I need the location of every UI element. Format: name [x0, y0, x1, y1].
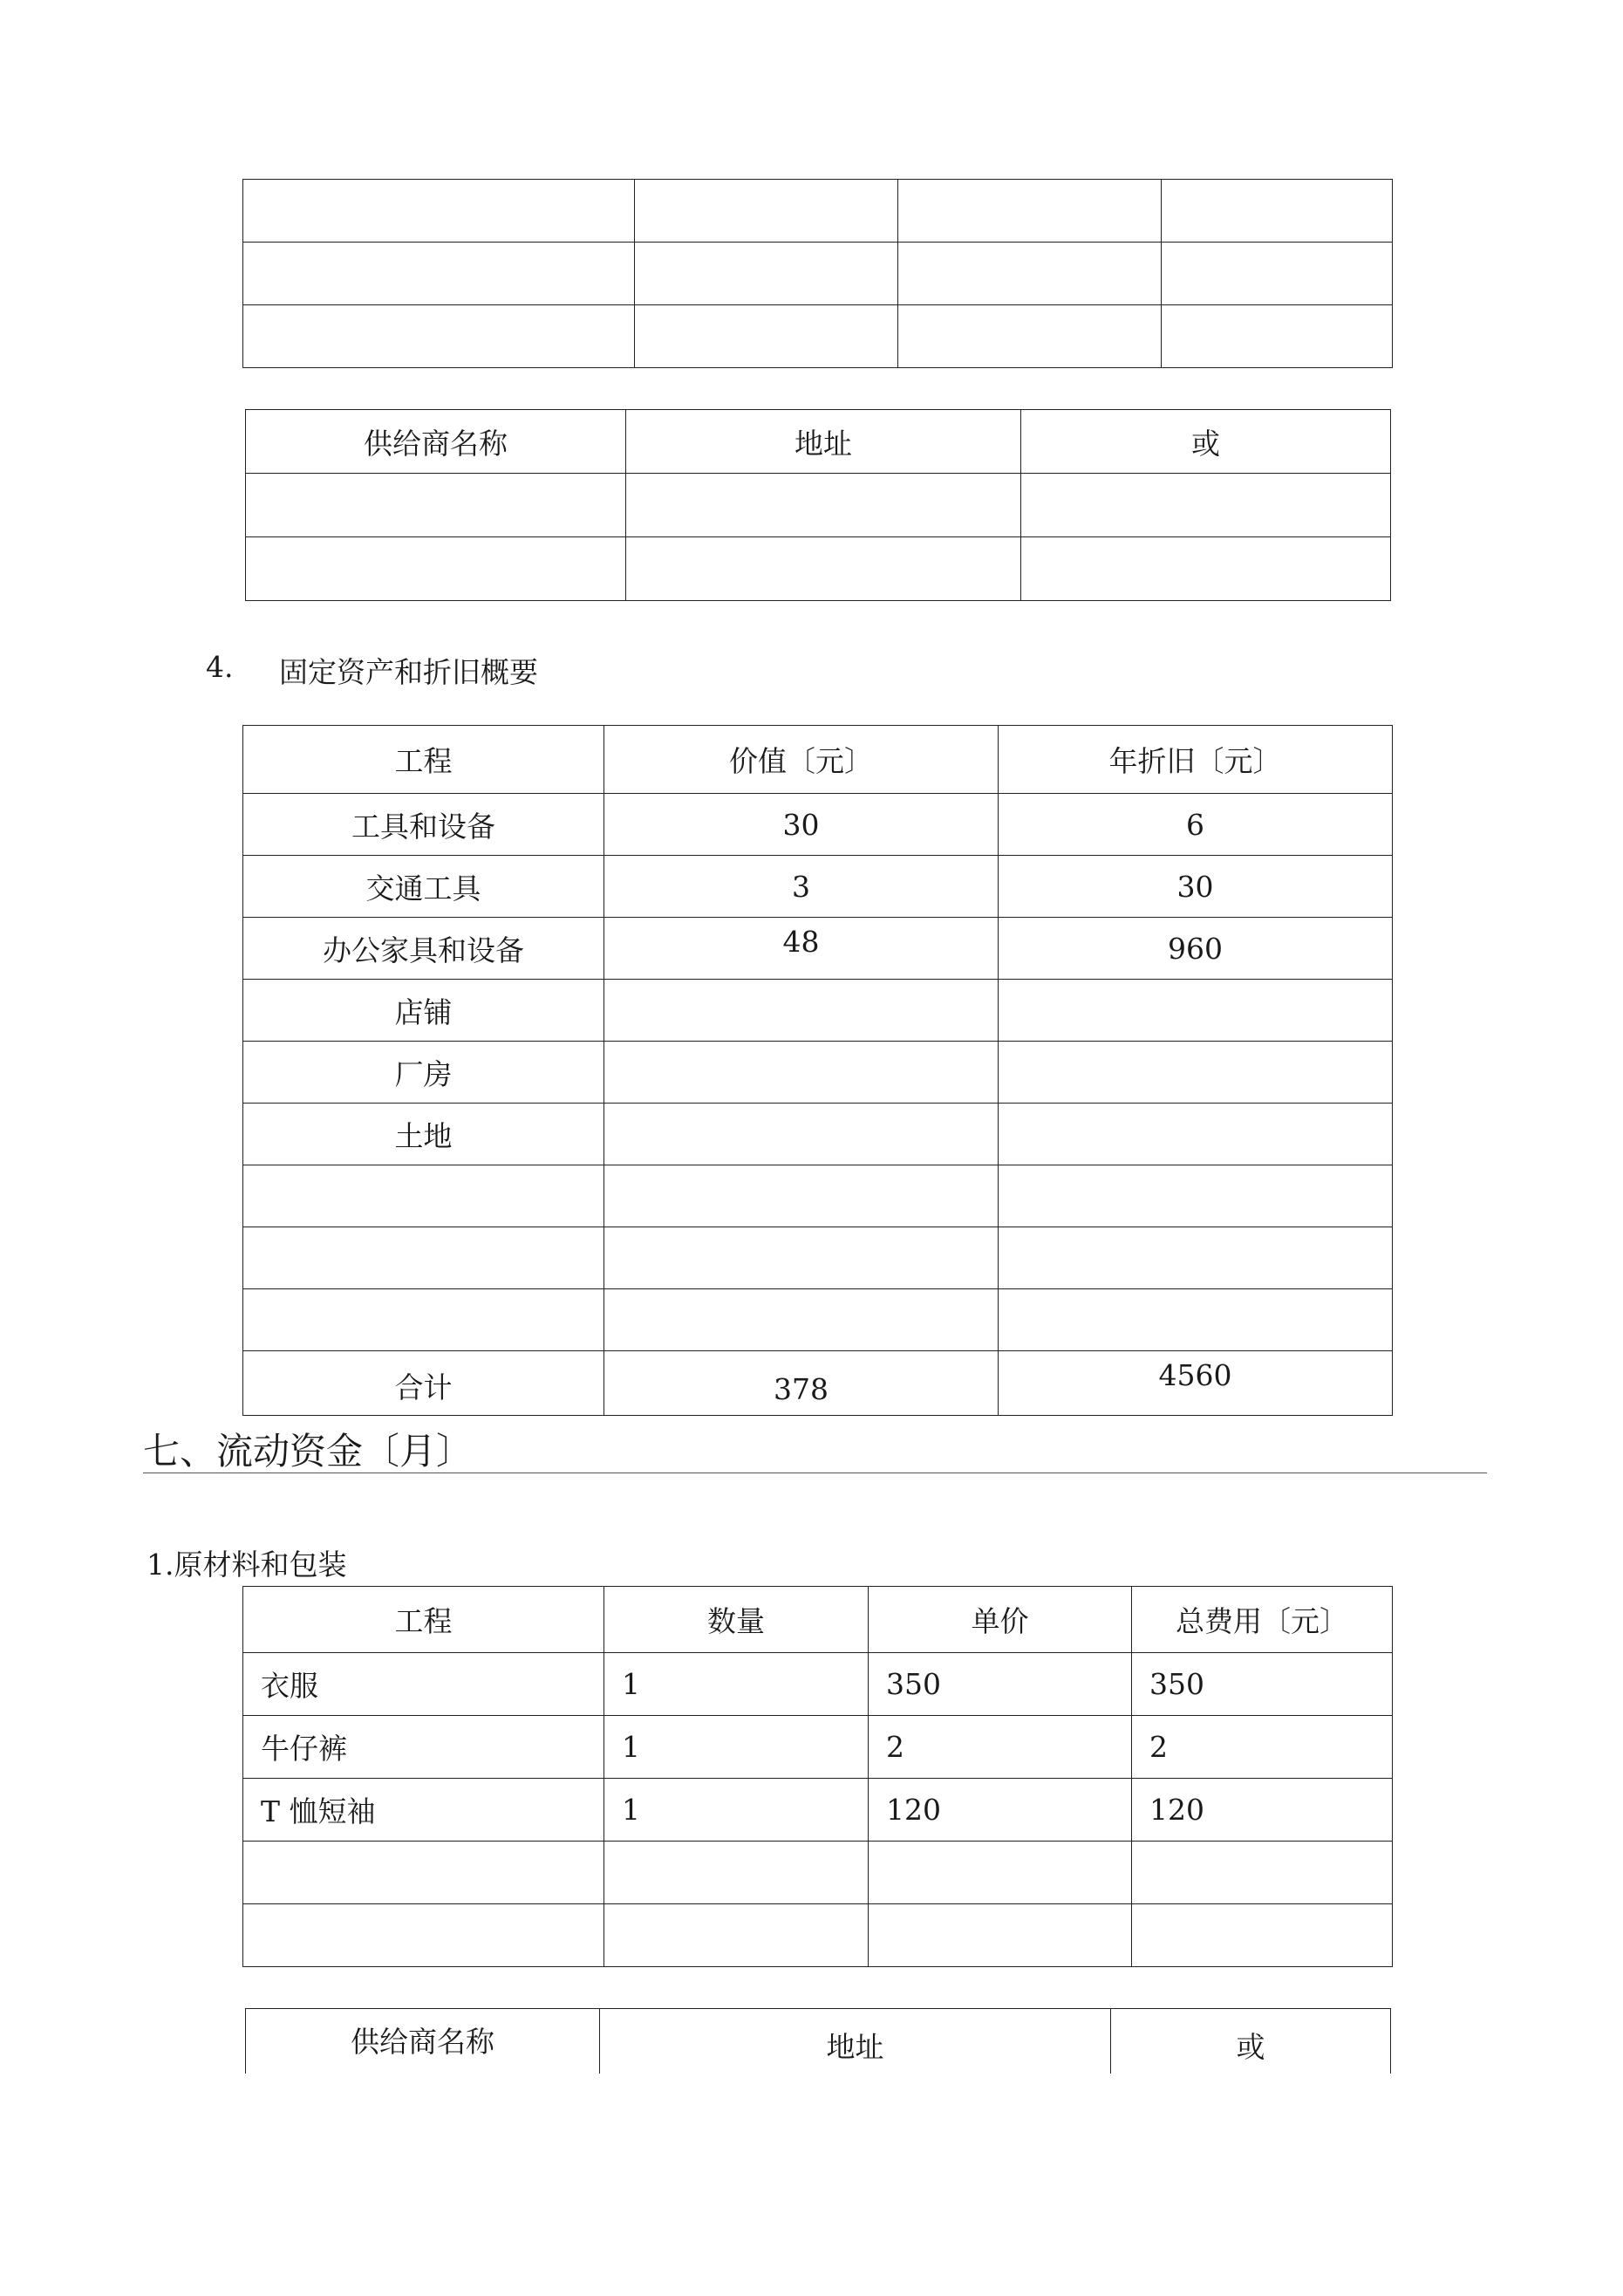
materials-table — [242, 1586, 1393, 1967]
table-cell — [898, 243, 1162, 305]
table-cell — [604, 1042, 999, 1104]
table-row — [243, 918, 1393, 980]
column-header: 价值〔元〕 — [604, 726, 999, 794]
table-row — [243, 243, 1393, 305]
table-header-row — [243, 726, 1393, 794]
table-cell — [898, 180, 1162, 243]
table-cell — [246, 537, 626, 601]
chapter-heading: 七、流动资金〔月〕 — [143, 1430, 474, 1473]
table-row — [243, 305, 1393, 368]
total-label: 合计 — [243, 1351, 604, 1416]
table-cell: 6 — [999, 794, 1393, 856]
table-cell: 3 — [604, 856, 999, 918]
table-cell — [999, 1104, 1393, 1165]
table-cell: 土地 — [243, 1104, 604, 1165]
table-cell — [243, 1165, 604, 1227]
table-cell — [898, 305, 1162, 368]
supplier-table-2 — [245, 2008, 1391, 2074]
table-cell: 120 — [1132, 1779, 1393, 1842]
table-row — [243, 1842, 1393, 1904]
table-row — [243, 794, 1393, 856]
table-cell — [1162, 180, 1393, 243]
table-header-row — [243, 1587, 1393, 1653]
table-cell — [243, 1904, 604, 1967]
table-cell — [243, 1289, 604, 1351]
table-cell — [999, 1289, 1393, 1351]
table-cell — [604, 1904, 869, 1967]
table-header-row — [246, 410, 1391, 474]
table-cell: 960 — [999, 918, 1393, 980]
table-row — [243, 1042, 1393, 1104]
table-cell: T 恤短袖 — [243, 1779, 604, 1842]
table-row — [246, 474, 1391, 537]
table-row — [243, 1227, 1393, 1289]
table-row — [243, 1653, 1393, 1716]
table-cell: 交通工具 — [243, 856, 604, 918]
table-cell — [869, 1842, 1132, 1904]
column-header: 单价 — [869, 1587, 1132, 1653]
section-number: 4. — [206, 650, 234, 684]
table-header-row — [246, 2009, 1391, 2074]
column-header: 年折旧〔元〕 — [999, 726, 1393, 794]
table-cell — [604, 1165, 999, 1227]
table-cell: 1 — [604, 1653, 869, 1716]
table-row — [246, 537, 1391, 601]
table-cell: 衣服 — [243, 1653, 604, 1716]
table-cell: 1 — [604, 1716, 869, 1779]
table-row — [243, 1289, 1393, 1351]
table-row — [243, 1104, 1393, 1165]
table-row — [243, 1716, 1393, 1779]
supplier-table — [245, 409, 1391, 601]
column-header: 总费用〔元〕 — [1132, 1587, 1393, 1653]
table-cell: 牛仔裤 — [243, 1716, 604, 1779]
table-cell: 店铺 — [243, 980, 604, 1042]
table-cell — [999, 1227, 1393, 1289]
table-cell — [1162, 305, 1393, 368]
column-header: 工程 — [243, 1587, 604, 1653]
table-cell — [999, 1165, 1393, 1227]
column-header: 或 — [1111, 2009, 1391, 2074]
table-cell — [243, 305, 635, 368]
table-cell — [1021, 474, 1391, 537]
table-cell: 120 — [869, 1779, 1132, 1842]
total-depreciation: 4560 — [999, 1351, 1393, 1416]
table-cell — [243, 180, 635, 243]
empty-table-top — [242, 179, 1393, 368]
column-header: 数量 — [604, 1587, 869, 1653]
table-cell: 30 — [999, 856, 1393, 918]
table-cell — [626, 474, 1021, 537]
table-cell — [604, 1842, 869, 1904]
table-cell — [869, 1904, 1132, 1967]
table-cell — [243, 1227, 604, 1289]
table-cell — [635, 180, 898, 243]
table-cell: 2 — [869, 1716, 1132, 1779]
table-cell: 办公家具和设备 — [243, 918, 604, 980]
column-header: 或 — [1021, 410, 1391, 474]
table-cell: 1 — [604, 1779, 869, 1842]
table-cell — [604, 1227, 999, 1289]
table-cell — [243, 1842, 604, 1904]
table-cell: 30 — [604, 794, 999, 856]
table-row — [243, 1165, 1393, 1227]
table-row — [243, 1904, 1393, 1967]
table-cell: 2 — [1132, 1716, 1393, 1779]
table-cell — [246, 474, 626, 537]
table-cell: 350 — [869, 1653, 1132, 1716]
table-total-row — [243, 1351, 1393, 1416]
table-cell — [999, 980, 1393, 1042]
table-cell — [1021, 537, 1391, 601]
table-cell — [635, 305, 898, 368]
column-header: 供给商名称 — [246, 2009, 600, 2074]
table-cell: 350 — [1132, 1653, 1393, 1716]
total-value: 378 — [604, 1351, 999, 1416]
table-cell — [999, 1042, 1393, 1104]
table-cell — [1132, 1842, 1393, 1904]
column-header: 供给商名称 — [246, 410, 626, 474]
table-cell — [604, 1289, 999, 1351]
column-header: 地址 — [600, 2009, 1111, 2074]
table-cell — [604, 980, 999, 1042]
column-header: 工程 — [243, 726, 604, 794]
table-row — [243, 180, 1393, 243]
table-cell — [1162, 243, 1393, 305]
table-cell: 厂房 — [243, 1042, 604, 1104]
section-title: 固定资产和折旧概要 — [279, 655, 538, 689]
table-cell — [243, 243, 635, 305]
subsection-title: 1.原材料和包装 — [147, 1548, 347, 1582]
table-cell: 工具和设备 — [243, 794, 604, 856]
table-row — [243, 1779, 1393, 1842]
table-cell — [1132, 1904, 1393, 1967]
column-header: 地址 — [626, 410, 1021, 474]
table-cell — [626, 537, 1021, 601]
table-cell: 48 — [604, 918, 999, 980]
table-row — [243, 980, 1393, 1042]
fixed-assets-table — [242, 725, 1393, 1416]
table-cell — [604, 1104, 999, 1165]
table-row — [243, 856, 1393, 918]
table-cell — [635, 243, 898, 305]
